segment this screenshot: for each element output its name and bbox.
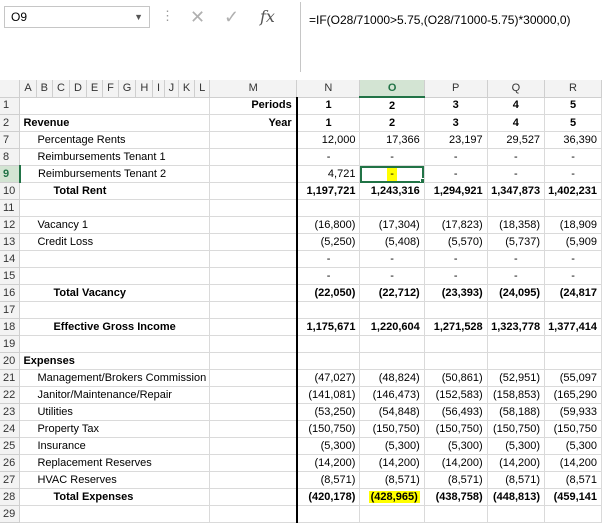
cell-r18[interactable]: 1,377,414 (545, 319, 602, 336)
cell-n14[interactable]: - (297, 251, 360, 268)
cell-n24[interactable]: (150,750) (297, 421, 360, 438)
cell-n23[interactable]: (53,250) (297, 404, 360, 421)
cell-m27[interactable] (210, 472, 297, 489)
cell-p12[interactable]: (17,823) (424, 217, 487, 234)
cell-p15[interactable]: - (424, 268, 487, 285)
row-26 (0, 455, 602, 472)
row-label-8[interactable]: Reimbursements Tenant 1 (20, 149, 210, 166)
more-options-icon[interactable]: ⋮ (161, 8, 173, 23)
cell-m11[interactable] (210, 200, 297, 217)
row-label-17[interactable] (20, 302, 210, 319)
column-header-g[interactable]: G (118, 80, 136, 97)
cell-r8[interactable]: - (545, 149, 602, 166)
cell-p7[interactable]: 23,197 (424, 132, 487, 149)
row-8 (0, 149, 602, 166)
cell-m20[interactable] (210, 353, 297, 370)
row-header-14[interactable]: 14 (0, 251, 20, 268)
cell-o28[interactable] (360, 489, 424, 506)
row-23 (0, 404, 602, 421)
row-label-16[interactable]: Total Vacancy (20, 285, 210, 302)
fill-handle[interactable] (420, 178, 425, 183)
cell-m19[interactable] (210, 336, 297, 353)
cell-o24[interactable]: (150,750) (360, 421, 424, 438)
row-19 (0, 336, 602, 353)
row-label-20[interactable]: Expenses (20, 353, 210, 370)
cell-p2[interactable]: 3 (424, 115, 487, 132)
cell-n18[interactable]: 1,175,671 (297, 319, 360, 336)
cell-r23[interactable]: (59,933 (545, 404, 602, 421)
cell-p24[interactable]: (150,750) (424, 421, 487, 438)
cell-n16[interactable]: (22,050) (297, 285, 360, 302)
cell-m10[interactable] (210, 183, 297, 200)
cell-o7[interactable]: 17,366 (360, 132, 424, 149)
cell-r14[interactable]: - (545, 251, 602, 268)
cell-m21[interactable] (210, 370, 297, 387)
row-header-22[interactable]: 22 (0, 387, 20, 404)
cell-o11[interactable] (360, 200, 424, 217)
cell-p17[interactable] (424, 302, 487, 319)
row-label-25[interactable]: Insurance (20, 438, 210, 455)
cell-q27[interactable]: (8,571) (487, 472, 544, 489)
row-label-9[interactable]: Reimbursements Tenant 2 (20, 166, 210, 183)
cell-r28[interactable]: (459,141 (545, 489, 602, 506)
row-13 (0, 234, 602, 251)
cell-q8[interactable]: - (487, 149, 544, 166)
row-header-24[interactable]: 24 (0, 421, 20, 438)
cell-o12[interactable]: (17,304) (360, 217, 424, 234)
cell-o26[interactable]: (14,200) (360, 455, 424, 472)
cell-p20[interactable] (424, 353, 487, 370)
row-header-20[interactable]: 20 (0, 353, 20, 370)
row-20 (0, 353, 602, 370)
row-24 (0, 421, 602, 438)
cell-r21[interactable]: (55,097 (545, 370, 602, 387)
name-box-value: O9 (11, 10, 28, 24)
cell-p9[interactable]: - (424, 166, 487, 183)
active-cell-value: - (387, 167, 397, 182)
row-header-12[interactable]: 12 (0, 217, 20, 234)
row-header-10[interactable]: 10 (0, 183, 20, 200)
row-header-18[interactable]: 18 (0, 319, 20, 336)
cell-m12[interactable] (210, 217, 297, 234)
row-header-28[interactable]: 28 (0, 489, 20, 506)
cell-m17[interactable] (210, 302, 297, 319)
column-header-r[interactable]: R (545, 80, 602, 97)
cell-r9[interactable]: - (545, 166, 602, 183)
cell-q23[interactable]: (58,188) (487, 404, 544, 421)
cell-o22[interactable]: (146,473) (360, 387, 424, 404)
formula-bar (0, 0, 602, 76)
row-22 (0, 387, 602, 404)
cell-q19[interactable] (487, 336, 544, 353)
cell-q28[interactable]: (448,813) (487, 489, 544, 506)
row-21 (0, 370, 602, 387)
cancel-icon[interactable]: ✕ (190, 7, 206, 27)
cell-o21[interactable]: (48,824) (360, 370, 424, 387)
cell-m28[interactable] (210, 489, 297, 506)
cell-p13[interactable]: (5,570) (424, 234, 487, 251)
column-header-n[interactable]: N (297, 80, 360, 97)
cell-p10[interactable]: 1,294,921 (424, 183, 487, 200)
cell-q16[interactable]: (24,095) (487, 285, 544, 302)
column-header-a[interactable]: A (20, 80, 36, 97)
cell-q26[interactable]: (14,200) (487, 455, 544, 472)
select-all-corner[interactable] (0, 80, 20, 97)
cell-m7[interactable] (210, 132, 297, 149)
cell-o15[interactable]: - (360, 268, 424, 285)
row-7 (0, 132, 602, 149)
cell-r7[interactable]: 36,390 (545, 132, 602, 149)
name-box[interactable] (4, 6, 150, 28)
row-label-23[interactable]: Utilities (20, 404, 210, 421)
cell-o9[interactable] (360, 166, 424, 183)
cell-p8[interactable]: - (424, 149, 487, 166)
row-header-15[interactable]: 15 (0, 268, 20, 285)
row-header-7[interactable]: 7 (0, 132, 20, 149)
row-label-7[interactable]: Percentage Rents (20, 132, 210, 149)
column-header-h[interactable]: H (136, 80, 153, 97)
cell-o1[interactable]: 2 (360, 97, 424, 115)
cell-m13[interactable] (210, 234, 297, 251)
row-label-26[interactable]: Replacement Reserves (20, 455, 210, 472)
cell-n7[interactable]: 12,000 (297, 132, 360, 149)
cell-o23[interactable]: (54,848) (360, 404, 424, 421)
column-header-e[interactable]: E (86, 80, 102, 97)
cell-n27[interactable]: (8,571) (297, 472, 360, 489)
row-header-8[interactable]: 8 (0, 149, 20, 166)
row-14 (0, 251, 602, 268)
cell-p11[interactable] (424, 200, 487, 217)
cell-m14[interactable] (210, 251, 297, 268)
cell-n12[interactable]: (16,800) (297, 217, 360, 234)
cell-q25[interactable]: (5,300) (487, 438, 544, 455)
cell-o10[interactable]: 1,243,316 (360, 183, 424, 200)
cell-m2[interactable]: Year (210, 115, 297, 132)
row-label-12[interactable]: Vacancy 1 (20, 217, 210, 234)
row-header-26[interactable]: 26 (0, 455, 20, 472)
cell-q29[interactable] (487, 506, 544, 523)
spreadsheet-grid (0, 80, 602, 523)
row-header-17[interactable]: 17 (0, 302, 20, 319)
row-header-13[interactable]: 13 (0, 234, 20, 251)
row-11 (0, 200, 602, 217)
column-header-c[interactable]: C (52, 80, 69, 97)
cell-n28[interactable]: (420,178) (297, 489, 360, 506)
row-9 (0, 166, 602, 183)
cell-o17[interactable] (360, 302, 424, 319)
row-header-21[interactable]: 21 (0, 370, 20, 387)
cell-n10[interactable]: 1,197,721 (297, 183, 360, 200)
row-label-1[interactable] (20, 97, 210, 115)
row-label-11[interactable] (20, 200, 210, 217)
row-label-15[interactable] (20, 268, 210, 285)
column-header-f[interactable]: F (103, 80, 119, 97)
cell-n13[interactable]: (5,250) (297, 234, 360, 251)
cell-m18[interactable] (210, 319, 297, 336)
check-icon[interactable]: ✓ (224, 7, 240, 27)
row-label-19[interactable] (20, 336, 210, 353)
chevron-down-icon[interactable]: ▼ (134, 12, 143, 22)
row-label-29[interactable] (20, 506, 210, 523)
cell-q11[interactable] (487, 200, 544, 217)
cell-o25[interactable]: (5,300) (360, 438, 424, 455)
cell-n20[interactable] (297, 353, 360, 370)
row-1 (0, 97, 602, 115)
cell-n1[interactable]: 1 (297, 97, 360, 115)
row-16 (0, 285, 602, 302)
column-header-j[interactable]: J (164, 80, 178, 97)
cell-q12[interactable]: (18,358) (487, 217, 544, 234)
cell-r13[interactable]: (5,909 (545, 234, 602, 251)
cell-q14[interactable]: - (487, 251, 544, 268)
column-header-b[interactable]: B (36, 80, 52, 97)
cell-m24[interactable] (210, 421, 297, 438)
cell-r17[interactable] (545, 302, 602, 319)
cell-o20[interactable] (360, 353, 424, 370)
row-18 (0, 319, 602, 336)
cell-r15[interactable]: - (545, 268, 602, 285)
cell-r24[interactable]: (150,750 (545, 421, 602, 438)
cell-p27[interactable]: (8,571) (424, 472, 487, 489)
column-header-k[interactable]: K (178, 80, 194, 97)
cell-r16[interactable]: (24,817 (545, 285, 602, 302)
cell-m26[interactable] (210, 455, 297, 472)
cell-p14[interactable]: - (424, 251, 487, 268)
row-label-18[interactable]: Effective Gross Income (20, 319, 210, 336)
row-17 (0, 302, 602, 319)
formula-controls (180, 6, 298, 28)
column-header-q[interactable]: Q (487, 80, 544, 97)
cell-p19[interactable] (424, 336, 487, 353)
row-header-9[interactable]: 9 (0, 166, 20, 183)
cell-o8[interactable]: - (360, 149, 424, 166)
row-header-29[interactable]: 29 (0, 506, 20, 523)
cell-o29[interactable] (360, 506, 424, 523)
cell-q1[interactable]: 4 (487, 97, 544, 115)
row-label-14[interactable] (20, 251, 210, 268)
cell-q10[interactable]: 1,347,873 (487, 183, 544, 200)
cell-n17[interactable] (297, 302, 360, 319)
row-label-24[interactable]: Property Tax (20, 421, 210, 438)
cell-n26[interactable]: (14,200) (297, 455, 360, 472)
cell-q22[interactable]: (158,853) (487, 387, 544, 404)
cell-o19[interactable] (360, 336, 424, 353)
cell-q17[interactable] (487, 302, 544, 319)
row-10 (0, 183, 602, 200)
column-header-p[interactable]: P (424, 80, 487, 97)
row-25 (0, 438, 602, 455)
cell-m9[interactable] (210, 166, 297, 183)
cell-o16[interactable]: (22,712) (360, 285, 424, 302)
cell-p22[interactable]: (152,583) (424, 387, 487, 404)
cell-m8[interactable] (210, 149, 297, 166)
cell-r20[interactable] (545, 353, 602, 370)
cell-r19[interactable] (545, 336, 602, 353)
row-header-1[interactable]: 1 (0, 97, 20, 115)
cell-p26[interactable]: (14,200) (424, 455, 487, 472)
cell-n21[interactable]: (47,027) (297, 370, 360, 387)
insert-function-icon[interactable]: fx (260, 7, 275, 26)
cell-r11[interactable] (545, 200, 602, 217)
row-29 (0, 506, 602, 523)
cell-o13[interactable]: (5,408) (360, 234, 424, 251)
formula-input[interactable] (300, 2, 602, 72)
cell-o2[interactable]: 2 (360, 115, 424, 132)
cell-r2[interactable]: 5 (545, 115, 602, 132)
cell-n22[interactable]: (141,081) (297, 387, 360, 404)
cell-p21[interactable]: (50,861) (424, 370, 487, 387)
row-label-21[interactable]: Management/Brokers Commission (20, 370, 210, 387)
row-27 (0, 472, 602, 489)
row-2 (0, 115, 602, 132)
cell-o18[interactable]: 1,220,604 (360, 319, 424, 336)
cell-q13[interactable]: (5,737) (487, 234, 544, 251)
column-header-m[interactable]: M (210, 80, 297, 97)
cell-r22[interactable]: (165,290 (545, 387, 602, 404)
row-header-27[interactable]: 27 (0, 472, 20, 489)
highlighted-total-expenses: (428,965) (370, 490, 418, 503)
cell-p18[interactable]: 1,271,528 (424, 319, 487, 336)
cell-q7[interactable]: 29,527 (487, 132, 544, 149)
column-header-l[interactable]: L (195, 80, 210, 97)
cell-p28[interactable]: (438,758) (424, 489, 487, 506)
row-header-25[interactable]: 25 (0, 438, 20, 455)
cell-n9[interactable]: 4,721 (297, 166, 360, 183)
row-15 (0, 268, 602, 285)
column-header-i[interactable]: I (153, 80, 164, 97)
cell-m25[interactable] (210, 438, 297, 455)
cell-q20[interactable] (487, 353, 544, 370)
cell-q15[interactable]: - (487, 268, 544, 285)
cell-q21[interactable]: (52,951) (487, 370, 544, 387)
cell-q18[interactable]: 1,323,778 (487, 319, 544, 336)
cell-q24[interactable]: (150,750) (487, 421, 544, 438)
cell-n2[interactable]: 1 (297, 115, 360, 132)
row-label-28[interactable]: Total Expenses (20, 489, 210, 506)
column-header-d[interactable]: D (69, 80, 86, 97)
cell-n8[interactable]: - (297, 149, 360, 166)
cell-p1[interactable]: 3 (424, 97, 487, 115)
cell-o14[interactable]: - (360, 251, 424, 268)
cell-p23[interactable]: (56,493) (424, 404, 487, 421)
cell-r29[interactable] (545, 506, 602, 523)
cell-n19[interactable] (297, 336, 360, 353)
row-label-27[interactable]: HVAC Reserves (20, 472, 210, 489)
cell-m1[interactable]: Periods (210, 97, 297, 115)
cell-n11[interactable] (297, 200, 360, 217)
row-header-16[interactable]: 16 (0, 285, 20, 302)
cell-m16[interactable] (210, 285, 297, 302)
cell-p25[interactable]: (5,300) (424, 438, 487, 455)
cell-m29[interactable] (210, 506, 297, 523)
cell-n15[interactable]: - (297, 268, 360, 285)
cell-r10[interactable]: 1,402,231 (545, 183, 602, 200)
cell-r27[interactable]: (8,571 (545, 472, 602, 489)
row-label-2[interactable]: Revenue (20, 115, 210, 132)
cell-n29[interactable] (297, 506, 360, 523)
column-header-o[interactable]: O (360, 80, 424, 97)
cell-p29[interactable] (424, 506, 487, 523)
cell-p16[interactable]: (23,393) (424, 285, 487, 302)
cell-n25[interactable]: (5,300) (297, 438, 360, 455)
cell-m15[interactable] (210, 268, 297, 285)
row-header-23[interactable]: 23 (0, 404, 20, 421)
cell-m23[interactable] (210, 404, 297, 421)
cell-m22[interactable] (210, 387, 297, 404)
cell-r25[interactable]: (5,300 (545, 438, 602, 455)
row-12 (0, 217, 602, 234)
row-header-11[interactable]: 11 (0, 200, 20, 217)
row-label-10[interactable]: Total Rent (20, 183, 210, 200)
row-label-22[interactable]: Janitor/Maintenance/Repair (20, 387, 210, 404)
cell-q2[interactable]: 4 (487, 115, 544, 132)
row-label-13[interactable]: Credit Loss (20, 234, 210, 251)
row-28 (0, 489, 602, 506)
cell-r26[interactable]: (14,200 (545, 455, 602, 472)
cell-q9[interactable]: - (487, 166, 544, 183)
row-header-2[interactable]: 2 (0, 115, 20, 132)
cell-o27[interactable]: (8,571) (360, 472, 424, 489)
row-header-19[interactable]: 19 (0, 336, 20, 353)
cell-r12[interactable]: (18,909 (545, 217, 602, 234)
formula-text: =IF(O28/71000>5.75,(O28/71000-5.75)*30000,0) (309, 13, 571, 27)
cell-r1[interactable]: 5 (545, 97, 602, 115)
